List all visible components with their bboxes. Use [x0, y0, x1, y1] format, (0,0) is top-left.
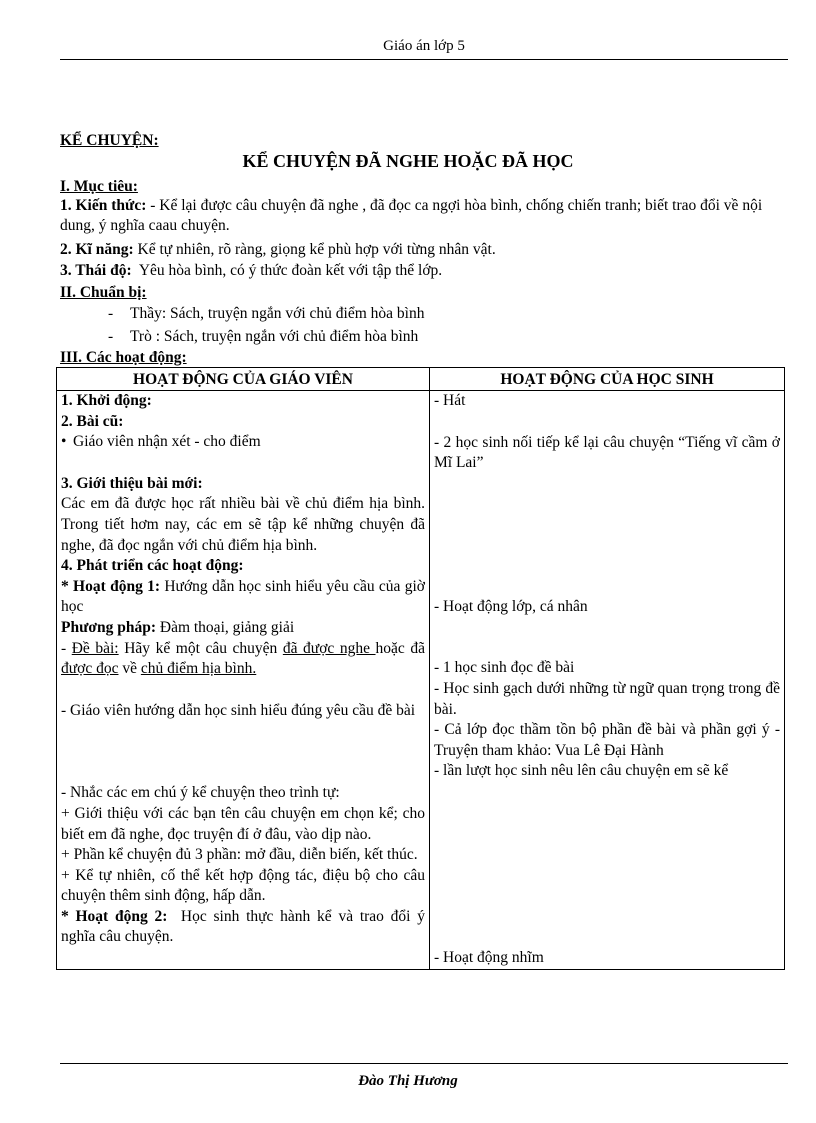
topic-label: Đề bài:	[71, 639, 119, 657]
step-1: + Giới thiệu với các bạn tên câu chuyện em chọn kể; cho biết em đã nghe, đọc truyện đí ở đâu, vào dịp nào.	[61, 804, 425, 843]
knowledge-label: 1. Kiến thức:	[60, 197, 147, 214]
footer-author: Đào Thị Hương	[358, 1073, 458, 1089]
bullet-icon: •	[61, 433, 67, 451]
warmup-label: 1. Khởi động:	[61, 392, 152, 409]
attitude-label: 3. Thái độ:	[60, 262, 132, 279]
lesson-title: KỂ CHUYỆN ĐÃ NGHE HOẶC ĐÃ HỌC	[242, 151, 574, 171]
activity-2-label: * Hoạt động 2:	[61, 907, 168, 925]
objective-skill	[60, 240, 784, 260]
student-activity-1: - Hoạt động lớp, cá nhân	[434, 597, 588, 615]
knowledge-text: - Kể lại được câu chuyện đã nghe , đã đọc ca ngợi hòa bình, chống chiến tranh; biết trao đổi về nội dung, ý nghĩa caau chuyện.	[60, 197, 763, 234]
activity-1-label: * Hoạt động 1:	[61, 577, 161, 595]
teacher-activities-cell	[57, 391, 430, 970]
guide-text: - Giáo viên hướng dẫn học sinh hiểu đúng yêu cầu đề bài	[61, 701, 416, 719]
method-label: Phương pháp:	[61, 618, 156, 636]
student-silent-read: - Cả lớp đọc thầm tồn bộ phần đề bài và phần gợi ý - Truyện tham khảo: Vua Lê Đại Hành	[434, 721, 780, 759]
intro-heading: 3. Giới thiệu bài mới:	[61, 474, 203, 492]
table-header-row	[57, 368, 785, 391]
remind-text: - Nhắc các em chú ý kể chuyện theo trình tự:	[61, 784, 340, 802]
student-activities-cell	[430, 391, 785, 970]
step-3: + Kể tự nhiên, cố thể kết hợp động tác, điệu bộ cho câu chuyện thêm sinh động, hấp dẫn.	[61, 866, 425, 905]
section-label: KỂ CHUYỆN:	[60, 132, 159, 149]
student-column-header: HOẠT ĐỘNG CỦA HỌC SINH	[430, 368, 785, 391]
activities-table	[56, 367, 785, 970]
skill-text: Kể tự nhiên, rõ ràng, giọng kể phù hợp với từng nhân vật.	[137, 241, 496, 258]
objectives-heading: I. Mục tiêu:	[60, 178, 138, 195]
step-2: + Phần kể chuyện đủ 3 phần: mở đầu, diễn biến, kết thúc.	[61, 846, 418, 864]
objective-attitude	[60, 261, 784, 281]
intro-text: Các em đã được học rất nhiều bài về chủ điểm hịa bình. Trong tiết hơm nay, các em sẽ tập kể những chuyện đã nghe, đã đọc ngắn với chủ điểm hịa bình.	[61, 495, 425, 554]
preparation-heading: II. Chuẩn bị:	[60, 284, 147, 301]
review-item: • Giáo viên nhận xét - cho điểm	[61, 432, 425, 453]
method: Phương pháp: Đàm thoại, giảng giải	[61, 618, 295, 636]
development-heading: 4. Phát triển các hoạt động:	[61, 557, 244, 575]
skill-label: 2. Kĩ năng:	[60, 241, 134, 258]
activity-2: * Hoạt động 2: Học sinh thực hành kể và trao đổi ý nghĩa câu chuyện.	[61, 907, 425, 946]
student-sing: - Hát	[434, 392, 466, 409]
objective-knowledge	[60, 196, 784, 236]
teacher-column-header: HOẠT ĐỘNG CỦA GIÁO VIÊN	[57, 368, 430, 391]
preparation-item: - Trò : Sách, truyện ngắn với chủ điểm hòa bình	[108, 328, 419, 345]
activities-heading: III. Các hoạt động:	[60, 349, 187, 366]
review-label: 2. Bài cũ:	[61, 412, 124, 430]
attitude-text: Yêu hòa bình, có ý thức đoàn kết với tập thể lớp.	[138, 262, 443, 279]
header-rule	[60, 59, 788, 60]
page-header: Giáo án lớp 5	[383, 38, 465, 54]
topic: - Đề bài: Hãy kể một câu chuyện đã được nghe hoặc đã được đọc về chủ điểm hịa bình.	[61, 639, 425, 678]
table-row	[57, 391, 785, 970]
student-tell: - lần lượt học sinh nêu lên câu chuyện em sẽ kể	[434, 762, 729, 780]
footer-rule	[60, 1063, 788, 1064]
preparation-item: - Thầy: Sách, truyện ngắn với chủ điểm hòa bình	[108, 305, 425, 322]
activity-1: * Hoạt động 1: Hướng dẫn học sinh hiểu yêu cầu của giờ học	[61, 577, 425, 616]
student-read: - 1 học sinh đọc đề bài	[434, 659, 575, 677]
student-underline: - Học sinh gạch dưới những từ ngữ quan trọng trong đề bài.	[434, 679, 780, 718]
student-review: - 2 học sinh nối tiếp kể lại câu chuyện “Tiếng vĩ cầm ở Mĩ Lai”	[434, 433, 780, 472]
student-activity-2: - Hoạt động nhĩm	[434, 948, 544, 966]
